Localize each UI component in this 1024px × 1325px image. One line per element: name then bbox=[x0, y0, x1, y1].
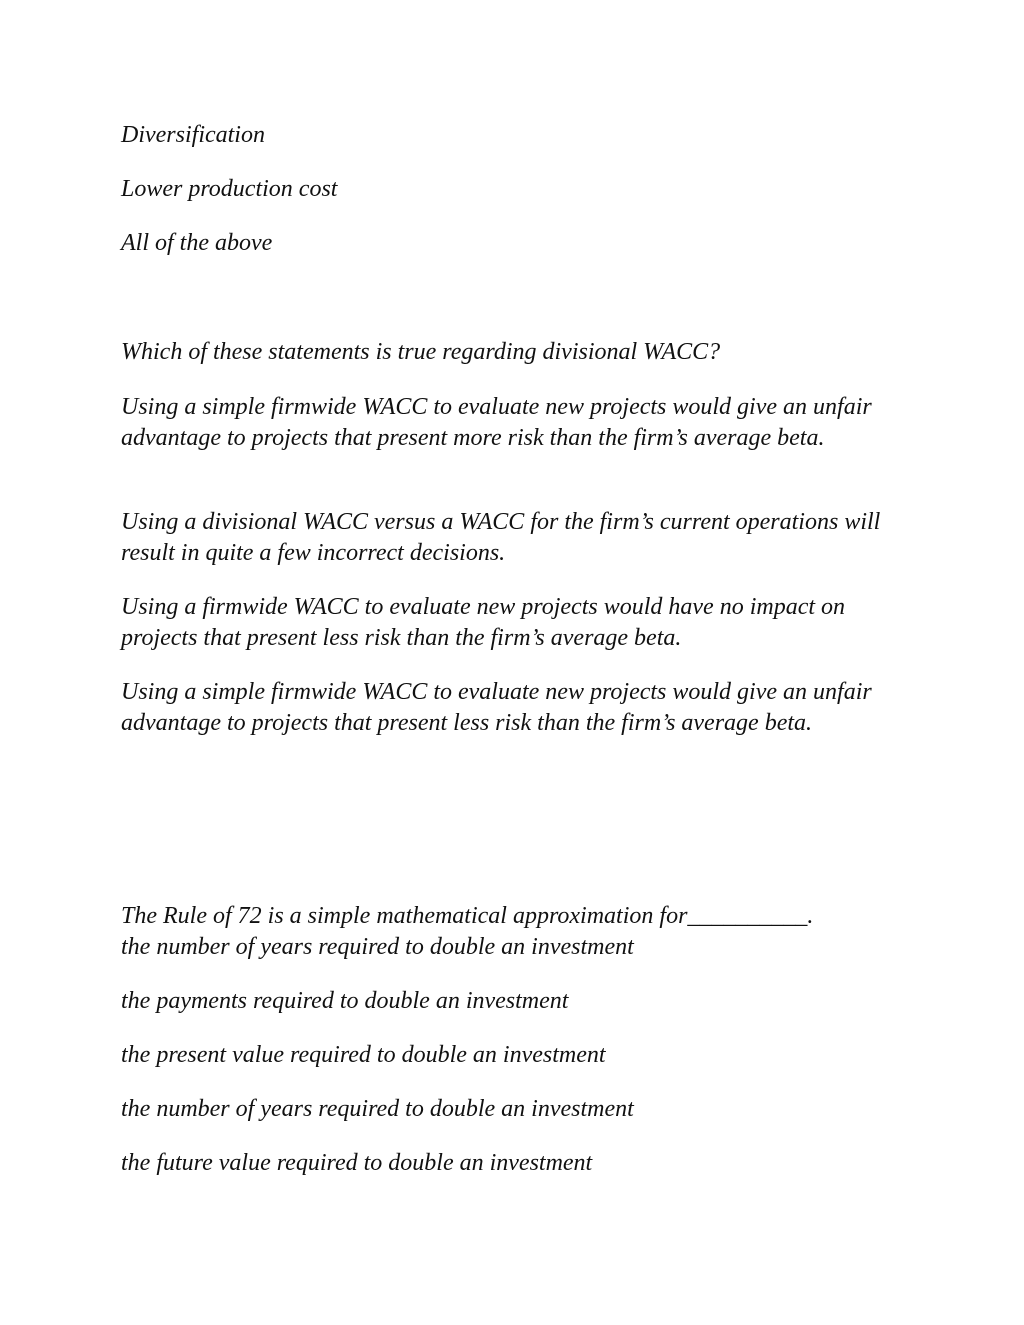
q3-prompt: The Rule of 72 is a simple mathematical approximation for__________. bbox=[121, 903, 814, 929]
q3-first-line: the number of years required to double an investment bbox=[121, 934, 634, 960]
q2-option-1: Using a simple firmwide WACC to evaluate new projects would give an unfair advantage to projects that present more risk than the firm’s average beta. bbox=[121, 394, 872, 451]
q3-option-number-of-years: the number of years required to double an investment bbox=[121, 1096, 634, 1122]
q1-option-lower-production-cost: Lower production cost bbox=[121, 176, 338, 202]
q1-option-all-of-the-above: All of the above bbox=[121, 230, 273, 256]
document-page bbox=[121, 0, 911, 1325]
q1-option-diversification: Diversification bbox=[121, 122, 265, 148]
q2-option-3: Using a firmwide WACC to evaluate new projects would have no impact on projects that present less risk than the firm’s average beta. bbox=[121, 594, 846, 651]
q2-option-2: Using a divisional WACC versus a WACC for the firm’s current operations will result in quite a few incorrect decisions. bbox=[121, 509, 881, 566]
q2-option-4: Using a simple firmwide WACC to evaluate new projects would give an unfair advantage to projects that present less risk than the firm’s average beta. bbox=[121, 679, 872, 736]
q3-option-payments: the payments required to double an investment bbox=[121, 988, 569, 1014]
q3-option-present-value: the present value required to double an investment bbox=[121, 1042, 606, 1068]
q3-option-future-value: the future value required to double an investment bbox=[121, 1150, 593, 1176]
q2-prompt: Which of these statements is true regarding divisional WACC? bbox=[121, 339, 721, 365]
